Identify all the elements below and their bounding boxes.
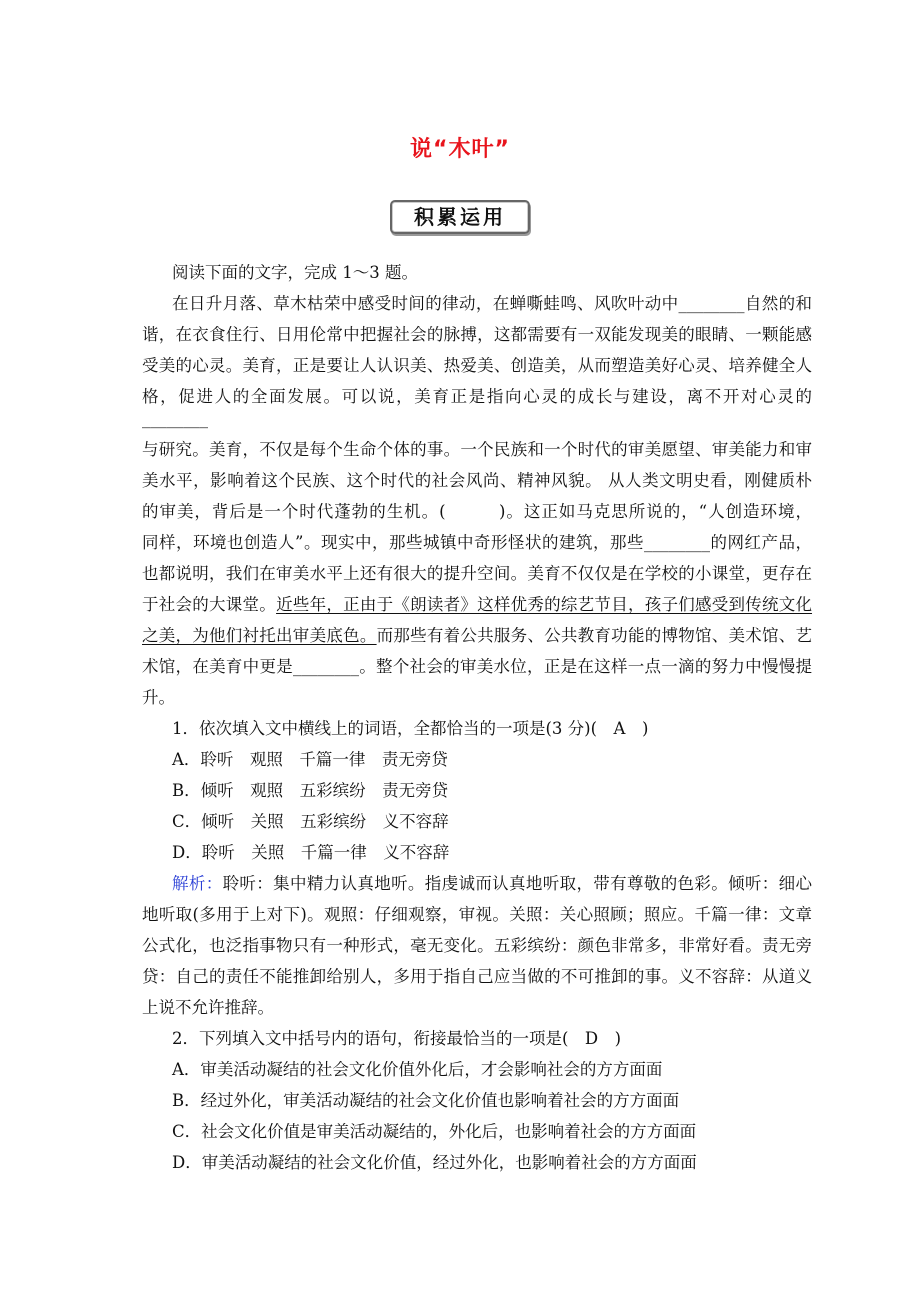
- text-line: [172, 842, 812, 873]
- analysis-label: 解析：: [172, 874, 223, 893]
- text-line: [142, 656, 812, 687]
- text-line: [142, 594, 812, 625]
- text-line: [142, 386, 812, 439]
- text-segment: 而那些有着公共服务、公共教育功能的博物馆、美术馆、艺: [376, 626, 813, 645]
- text-line: [172, 1121, 812, 1152]
- text-segment: D．审美活动凝结的社会文化价值，经过外化，也影响着社会的方方面面: [172, 1153, 697, 1172]
- text-segment: 受美的心灵。美育，正是要让人认识美、热爱美、创造美，从而塑造美好心灵、培养健全人: [142, 356, 812, 375]
- text-line: [172, 811, 812, 842]
- text-segment: 在日升月落、草木枯荣中感受时间的律动，在蝉嘶蛙鸣、风吹叶动中________自然的和: [172, 294, 812, 313]
- text-line: [142, 563, 812, 594]
- text-segment: 与研究。美育，不仅是每个生命个体的事。一个民族和一个时代的审美愿望、审美能力和审: [142, 440, 812, 459]
- text-line: [172, 873, 812, 904]
- text-line: [142, 532, 812, 563]
- text-segment: 术馆，在美育中更是________。整个社会的审美水位，正是在这样一点一滴的努力中慢慢提: [142, 657, 812, 676]
- document-title: 说“木叶”: [410, 137, 510, 162]
- text-segment: 公式化，也泛指事物只有一种形式，毫无变化。五彩缤纷：颜色非常多，非常好看。责无旁: [142, 936, 812, 955]
- text-segment: A．审美活动凝结的社会文化价值外化后，才会影响社会的方方面面: [172, 1060, 663, 1079]
- text-line: [142, 324, 812, 355]
- underlined-sentence: 之美，为他们衬托出审美底色。: [142, 626, 377, 645]
- text-segment: D．聆听 关照 千篇一律 义不容辞: [172, 843, 450, 862]
- text-segment: 阅读下面的文字，完成 1～3 题。: [172, 263, 418, 282]
- text-segment: C．社会文化价值是审美活动凝结的，外化后，也影响着社会的方方面面: [172, 1122, 697, 1141]
- text-segment: 于社会的大课堂。: [142, 595, 277, 614]
- text-line: [172, 749, 812, 780]
- section-badge: 积累运用: [390, 200, 530, 234]
- text-segment: 聆听：集中精力认真地听。指虔诚而认真地听取，带有尊敬的色彩。倾听：细心: [222, 874, 813, 893]
- text-line: [142, 904, 812, 935]
- text-segment: 美水平，影响着这个民族、这个时代的社会风尚、精神风貌。 从人类文明史看，刚健质朴: [142, 471, 812, 490]
- text-segment: 2．下列填入文中括号内的语句，衔接最恰当的一项是( D ): [172, 1029, 622, 1048]
- text-line: [142, 687, 812, 718]
- text-line: [172, 1059, 812, 1090]
- text-segment: 1．依次填入文中横线上的词语，全都恰当的一项是(3 分)( A ): [172, 719, 649, 738]
- text-segment: 贷：自己的责任不能推卸给别人，多用于指自己应当做的不可推卸的事。义不容辞：从道义: [142, 967, 812, 986]
- text-segment: B．经过外化，审美活动凝结的社会文化价值也影响着社会的方方面面: [172, 1091, 680, 1110]
- text-segment: A．聆听 观照 千篇一律 责无旁贷: [172, 750, 448, 769]
- text-segment: 上说不允许推辞。: [142, 998, 274, 1017]
- text-segment: C．倾听 关照 五彩缤纷 义不容辞: [172, 812, 449, 831]
- text-segment: B．倾听 观照 五彩缤纷 责无旁贷: [172, 781, 449, 800]
- text-segment: 的审美，背后是一个时代蓬勃的生机。( )。这正如马克思所说的，“人创造环境，: [142, 502, 812, 521]
- text-segment: 格，促进人的全面发展。可以说，美育正是指向心灵的成长与建设，离不开对心灵的________: [142, 387, 812, 428]
- text-segment: 谐，在衣食住行、日用伦常中把握社会的脉搏，这都需要有一双能发现美的眼睛、一颗能感: [142, 325, 812, 344]
- text-line: [142, 625, 812, 656]
- text-line: [142, 501, 812, 532]
- text-segment: 地听取(多用于上对下)。观照：仔细观察，审视。关照：关心照顾；照应。千篇一律：文章: [142, 905, 812, 924]
- text-line: [172, 718, 812, 749]
- text-line: [172, 1028, 812, 1059]
- text-line: [142, 997, 812, 1028]
- text-line: [142, 966, 812, 997]
- text-line: [172, 293, 812, 324]
- text-line: [172, 780, 812, 811]
- text-line: [172, 1152, 812, 1183]
- text-line: [172, 1090, 812, 1121]
- text-line: [142, 355, 812, 386]
- text-segment: 也都说明，我们在审美水平上还有很大的提升空间。美育不仅仅是在学校的小课堂，更存在: [142, 564, 812, 583]
- text-line: [142, 470, 812, 501]
- text-segment: 同样，环境也创造人”。现实中，那些城镇中奇形怪状的建筑，那些________的网红产品，: [142, 533, 812, 552]
- underlined-sentence: 近些年，正由于《朗读者》这样优秀的综艺节目，孩子们感受到传统文化: [276, 595, 813, 614]
- text-segment: 升。: [142, 688, 175, 707]
- text-line: [142, 935, 812, 966]
- text-line: [172, 262, 812, 293]
- text-line: [142, 439, 812, 470]
- document-body: [142, 262, 822, 1183]
